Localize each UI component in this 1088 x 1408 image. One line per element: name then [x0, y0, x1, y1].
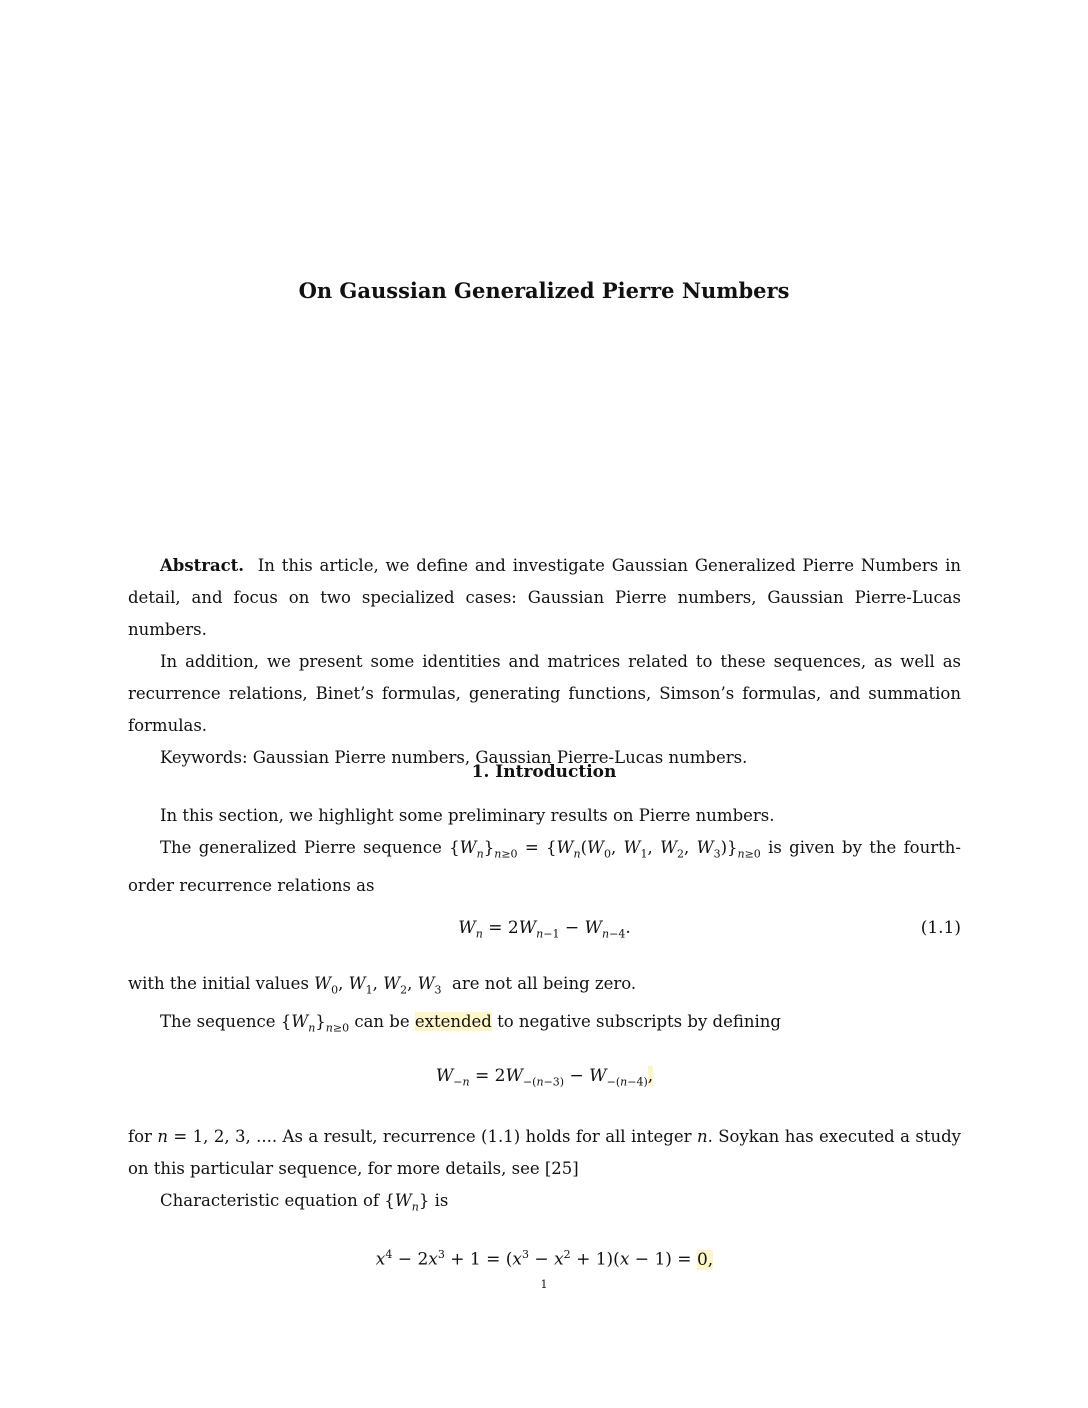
abstract-block — [128, 550, 961, 774]
intro-continuation-2 — [128, 1121, 961, 1223]
characteristic-equation: $x^4 - 2x^3 + 1 = (x^3 - x^2 + 1)(x - 1) = 0$, — [375, 1248, 714, 1270]
introduction-text — [128, 800, 961, 902]
intro-paragraph-3: with the initial values $W_0$, $W_1$, $W_2$, $W_3$ are not all being zero. — [128, 974, 637, 997]
abstract-paragraph-2: In addition, we present some identities and matrices related to these sequences, as well as recurrence relations, Binet’s formulas, generating functions, Simson’s formulas, and summation formulas. — [128, 652, 961, 735]
equation-negative-subscripts: $W_{-n} = 2W_{-(n-3)} - W_{-(n-4)}$, — [435, 1066, 654, 1089]
highlight-extended: extended — [414, 1012, 492, 1032]
section-heading-introduction: 1. Introduction — [471, 762, 617, 782]
page-number: 1 — [540, 1278, 548, 1291]
intro-paragraph-2: The generalized Pierre sequence $\{W_n\}_{n\ge 0} = \{W_n(W_0$, $W_1$, $W_2$, $W_3)\}_{n\ge 0}$ is given by the fourth-order recurrence relations as — [128, 838, 961, 896]
intro-paragraph-6: Characteristic equation of $\{W_n\}$ is — [160, 1191, 449, 1214]
intro-paragraph-1: In this section, we highlight some preliminary results on Pierre numbers. — [160, 806, 775, 825]
abstract-label: Abstract. — [160, 556, 245, 575]
equation-number: (1.1) — [920, 918, 961, 938]
equation-1-1: $W_n = 2W_{n-1} - W_{n-4}$. (1.1) — [458, 918, 961, 941]
intro-continuation — [128, 968, 961, 1045]
abstract-paragraph-1: Abstract. In this article, we define and investigate Gaussian Generalized Pierre Numbers in detail, and focus on two specialized cases: Gaussian Pierre numbers, Gaussian Pierre-Lucas numbers. — [128, 556, 961, 639]
keywords: Keywords: Gaussian Pierre numbers, Gaussian Pierre-Lucas numbers. — [160, 748, 748, 767]
intro-paragraph-5: for n = 1, 2, 3, .... As a result, recurrence (1.1) holds for all integer n. Soykan has executed a study on this particular sequence, for more details, see [25] — [128, 1127, 961, 1178]
paper-title: On Gaussian Generalized Pierre Numbers — [298, 278, 790, 303]
intro-paragraph-4: The sequence $\{W_n\}_{n\ge 0}$ can be extended to negative subscripts by defining — [160, 1012, 781, 1035]
